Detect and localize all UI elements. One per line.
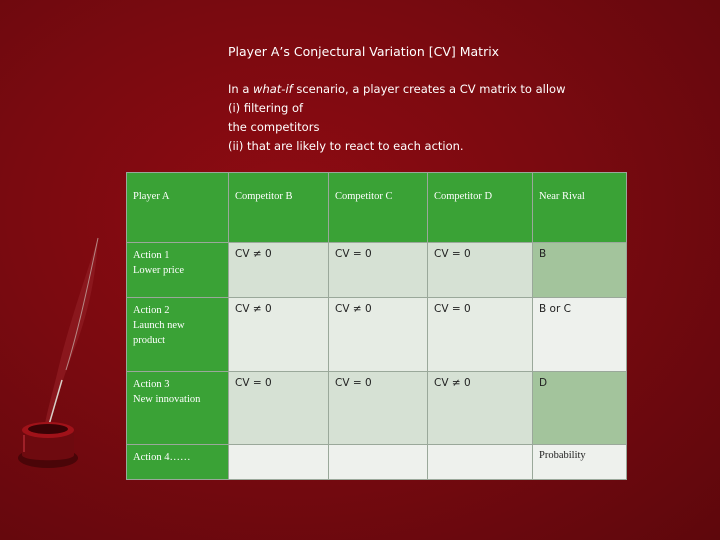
action-cell: Action 2 Launch new product — [127, 298, 229, 372]
header-row — [127, 173, 627, 243]
header-cell-competitor-b: Competitor B — [229, 173, 329, 243]
intro-line-3: the competitors — [228, 120, 320, 134]
table-row — [127, 372, 627, 445]
intro-line-2: (i) filtering of — [228, 101, 304, 115]
cv-cell: CV = 0 — [329, 243, 428, 298]
quill-inkwell-illustration — [0, 230, 120, 470]
near-rival-cell: Probability — [533, 445, 627, 480]
cv-cell — [229, 445, 329, 480]
slide-title: Player A’s Conjectural Variation [CV] Matrix — [228, 44, 500, 59]
action-cell: Action 4…… — [127, 445, 229, 480]
table-row — [127, 445, 627, 480]
near-rival-cell: B — [533, 243, 627, 298]
intro-line-4: (ii) that are likely to react to each action. — [228, 139, 464, 153]
action-cell: Action 1 Lower price — [127, 243, 229, 298]
header-cell-competitor-c: Competitor C — [329, 173, 428, 243]
cv-matrix-table — [126, 172, 627, 480]
table-row — [127, 243, 627, 298]
cv-cell: CV ≠ 0 — [229, 243, 329, 298]
header-cell-player-a: Player A — [127, 173, 229, 243]
cv-cell — [329, 445, 428, 480]
cv-cell: CV ≠ 0 — [329, 298, 428, 372]
cv-cell: CV = 0 — [428, 243, 533, 298]
near-rival-cell: B or C — [533, 298, 627, 372]
near-rival-cell: D — [533, 372, 627, 445]
cv-cell: CV ≠ 0 — [229, 298, 329, 372]
action-cell: Action 3 New innovation — [127, 372, 229, 445]
header-cell-competitor-d: Competitor D — [428, 173, 533, 243]
cv-cell: CV ≠ 0 — [428, 372, 533, 445]
intro-text — [228, 80, 588, 156]
intro-line-1: In a what-if scenario, a player creates a CV matrix to allow — [228, 82, 566, 96]
cv-cell: CV = 0 — [428, 298, 533, 372]
table-row — [127, 298, 627, 372]
cv-cell: CV = 0 — [229, 372, 329, 445]
cv-cell: CV = 0 — [329, 372, 428, 445]
header-cell-near-rival: Near Rival — [533, 173, 627, 243]
cv-cell — [428, 445, 533, 480]
